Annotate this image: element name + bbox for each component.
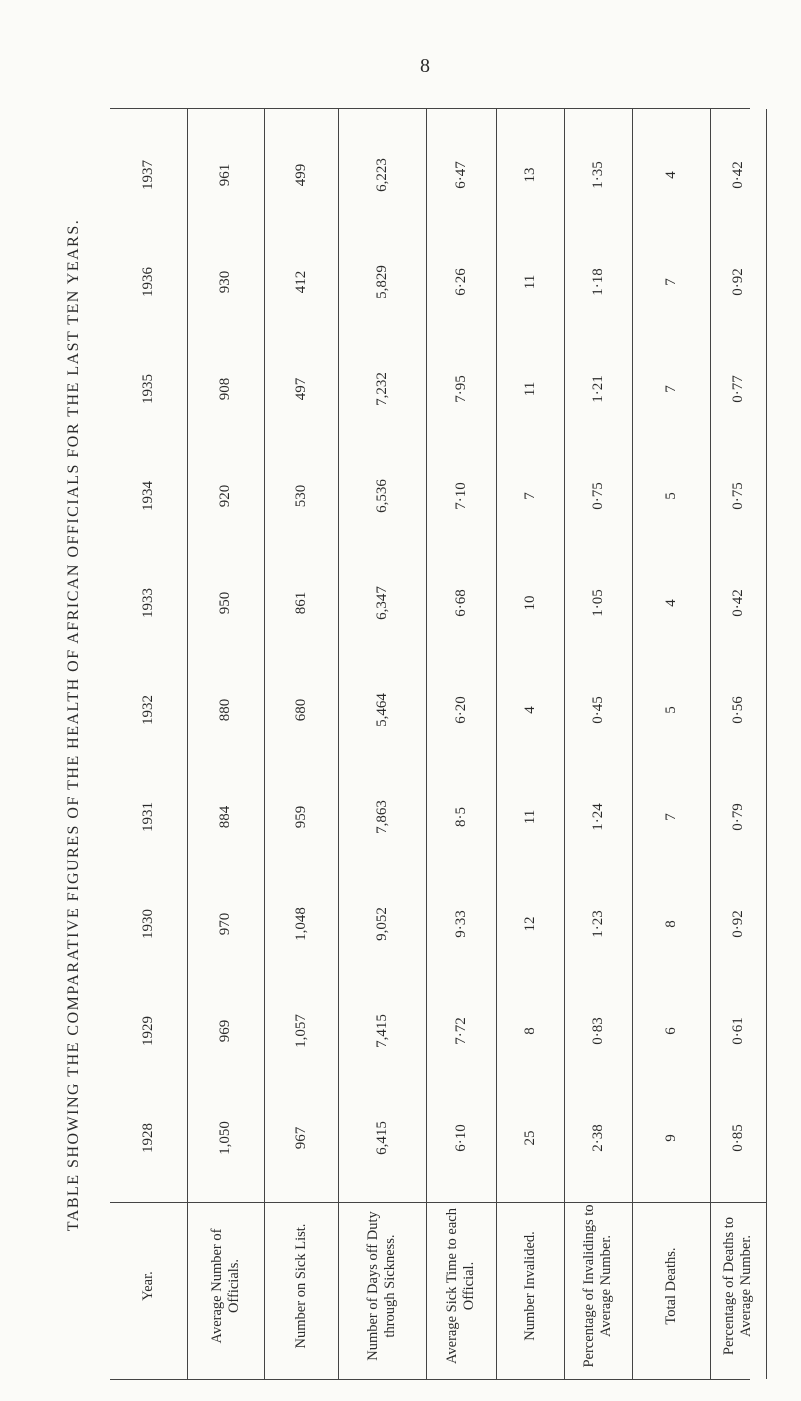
table-cell: 4 (662, 171, 679, 179)
table-cell: 6·68 (452, 589, 469, 617)
table-cell: 1·24 (589, 803, 606, 831)
divider (496, 1202, 564, 1203)
table-cell: 2·38 (589, 1124, 606, 1152)
divider (187, 1202, 264, 1203)
divider (426, 1202, 496, 1203)
table-cell: 930 (217, 270, 233, 294)
table-cell: 0·56 (729, 696, 746, 724)
table-cell: 4 (521, 706, 538, 714)
table-cell: 0·85 (729, 1124, 746, 1152)
table-cell: 6·20 (452, 696, 469, 724)
table-cell: 0·92 (729, 910, 746, 938)
table-cell: 8 (662, 920, 679, 928)
column-header: Number of Days off Duty through Sickness. (365, 1211, 398, 1361)
table-cell: 5,829 (373, 265, 390, 299)
table-cell: 7·10 (452, 482, 469, 510)
table-cell: 1·23 (589, 910, 606, 938)
table-cell: 959 (292, 805, 309, 829)
table-cell: 9 (662, 1134, 679, 1142)
table-cell: 8 (521, 1027, 538, 1035)
table-cell: 11 (521, 381, 538, 397)
table-cell: 11 (521, 274, 538, 290)
table-cell: 1·35 (589, 161, 606, 189)
table-cell: 10 (521, 595, 538, 611)
table-cell: 6·47 (452, 161, 469, 189)
table-cell: 1930 (140, 909, 156, 939)
table-column-0 (110, 109, 188, 1379)
table-cell: 920 (217, 484, 233, 508)
table-column-1 (187, 109, 265, 1379)
column-header: Percentage of Invalidings to Average Number. (581, 1204, 614, 1368)
table-cell: 1932 (140, 695, 156, 725)
table-cell: 7 (662, 813, 679, 821)
table-column-3 (338, 109, 427, 1379)
table-cell: 7·95 (452, 375, 469, 403)
table-cell: 967 (292, 1126, 309, 1150)
table-cell: 961 (217, 163, 233, 187)
table-cell: 5 (662, 706, 679, 714)
table-cell: 0·42 (729, 589, 746, 617)
table-column-7 (632, 109, 711, 1379)
page-number: 8 (420, 55, 430, 77)
table-cell: 1934 (140, 481, 156, 511)
table-cell: 13 (521, 167, 538, 183)
table-cell: 884 (217, 805, 233, 829)
divider (632, 1202, 710, 1203)
table-cell: 6,347 (373, 586, 390, 620)
table-cell: 5,464 (373, 693, 390, 727)
table-cell: 5 (662, 492, 679, 500)
table-cell: 1,048 (292, 907, 309, 941)
column-header: Total Deaths. (662, 1247, 679, 1325)
table-cell: 7,863 (373, 800, 390, 834)
table-cell: 6,223 (373, 158, 390, 192)
column-header: Number Invalided. (521, 1231, 538, 1341)
column-header: Average Number of Officials. (208, 1228, 242, 1344)
table-cell: 6 (662, 1027, 679, 1035)
table-cell: 1933 (140, 588, 156, 618)
column-header: Number on Sick List. (292, 1223, 309, 1349)
table-cell: 1·21 (589, 375, 606, 403)
table-cell: 1929 (140, 1016, 156, 1046)
table-cell: 497 (292, 377, 309, 401)
table-title: TABLE SHOWING THE COMPARATIVE FIGURES OF THE HEALTH OF AFRICAN OFFICIALS FOR THE LAST TEN YEARS. (65, 218, 82, 1232)
table-cell: 9,052 (373, 907, 390, 941)
table-cell: 11 (521, 809, 538, 825)
table-cell: 7 (521, 492, 538, 500)
table-cell: 499 (292, 163, 309, 187)
health-table (110, 108, 754, 1380)
table-cell: 1,057 (292, 1014, 309, 1048)
table-cell: 6·26 (452, 268, 469, 296)
table-cell: 7,232 (373, 372, 390, 406)
divider (338, 1202, 426, 1203)
table-cell: 8·5 (452, 807, 469, 827)
table-cell: 0·92 (729, 268, 746, 296)
table-cell: 880 (217, 698, 233, 722)
table-cell: 7 (662, 278, 679, 286)
divider (264, 1202, 338, 1203)
table-cell: 0·77 (729, 375, 746, 403)
table-cell: 6,536 (373, 479, 390, 513)
table-cell: 1·05 (589, 589, 606, 617)
column-header: Year. (140, 1271, 156, 1301)
column-header: Average Sick Time to each Official. (444, 1208, 477, 1364)
table-cell: 680 (292, 698, 309, 722)
table-cell: 969 (217, 1019, 233, 1043)
table-cell: 970 (217, 912, 233, 936)
table-cell: 6·10 (452, 1124, 469, 1152)
table-cell: 7 (662, 385, 679, 393)
table-cell: 412 (292, 270, 309, 294)
table-column-6 (564, 109, 633, 1379)
table-cell: 0·45 (589, 696, 606, 724)
table-cell: 1931 (140, 802, 156, 832)
table-cell: 1937 (140, 160, 156, 190)
table-cell: 530 (292, 484, 309, 508)
table-column-5 (496, 109, 565, 1379)
table-cell: 9·33 (452, 910, 469, 938)
table-cell: 0·75 (729, 482, 746, 510)
divider (110, 1202, 187, 1203)
table-cell: 0·79 (729, 803, 746, 831)
table-cell: 6,415 (373, 1121, 390, 1155)
divider (710, 1202, 766, 1203)
table-cell: 950 (217, 591, 233, 615)
rotated-table-page (65, 70, 766, 1380)
table-cell: 1·18 (589, 268, 606, 296)
table-column-4 (426, 109, 497, 1379)
table-cell: 861 (292, 591, 309, 615)
table-cell: 0·61 (729, 1017, 746, 1045)
table-cell: 25 (521, 1130, 538, 1146)
table-column-2 (264, 109, 339, 1379)
table-cell: 908 (217, 377, 233, 401)
table-cell: 7,415 (373, 1014, 390, 1048)
divider (564, 1202, 632, 1203)
table-cell: 1935 (140, 374, 156, 404)
table-cell: 4 (662, 599, 679, 607)
table-cell: 0·83 (589, 1017, 606, 1045)
column-header: Percentage of Deaths to Average Number. (721, 1216, 754, 1356)
table-cell: 0·75 (589, 482, 606, 510)
table-column-8 (710, 109, 767, 1379)
table-cell: 0·42 (729, 161, 746, 189)
table-cell: 12 (521, 916, 538, 932)
table-cell: 1,050 (217, 1121, 233, 1155)
table-cell: 7·72 (452, 1017, 469, 1045)
table-cell: 1936 (140, 267, 156, 297)
table-cell: 1928 (140, 1123, 156, 1153)
